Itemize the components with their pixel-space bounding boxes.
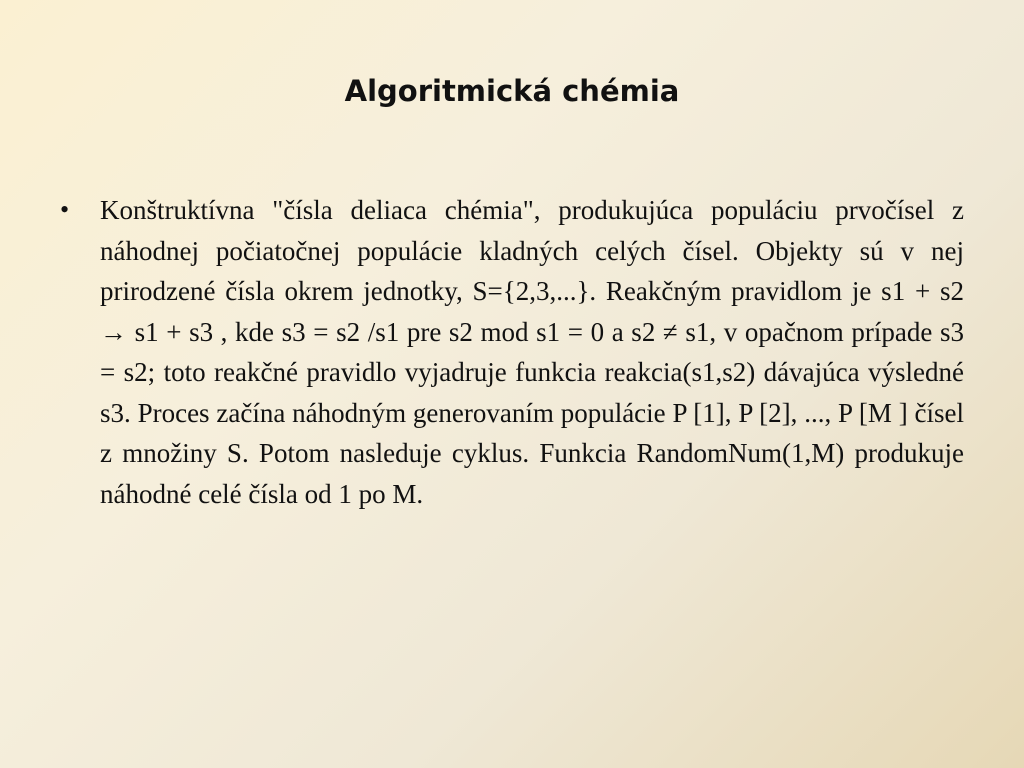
slide-content <box>60 190 964 514</box>
bullet-marker: • <box>60 195 70 224</box>
slide-title: Algoritmická chémia <box>344 74 680 108</box>
bullet-item <box>60 190 964 514</box>
bullet-text: Konštruktívna "čísla deliaca chémia", produkujúca populáciu prvočísel z náhodnej počiatočnej populácie kladných celých čísel. Objekty sú v nej prirodzené čísla okrem jednotky, S={2,3,...}. Reakčným pravidlom je s1 + s2 → s1 + s3 , kde s3 = s2 /s1 pre s2 mod s1 = 0 a s2 ≠ s1, v opačnom prípade s3 = s2; toto reakčné pravidlo vyjadruje funkcia reakcia(s1,s2) dávajúca výsledné s3. Proces začína náhodným generovaním populácie P [1], P [2], ..., P [M ] čísel z množiny S. Potom nasleduje cyklus. Funkcia RandomNum(1,M) produkuje náhodné celé čísla od 1 po M. <box>100 195 964 509</box>
